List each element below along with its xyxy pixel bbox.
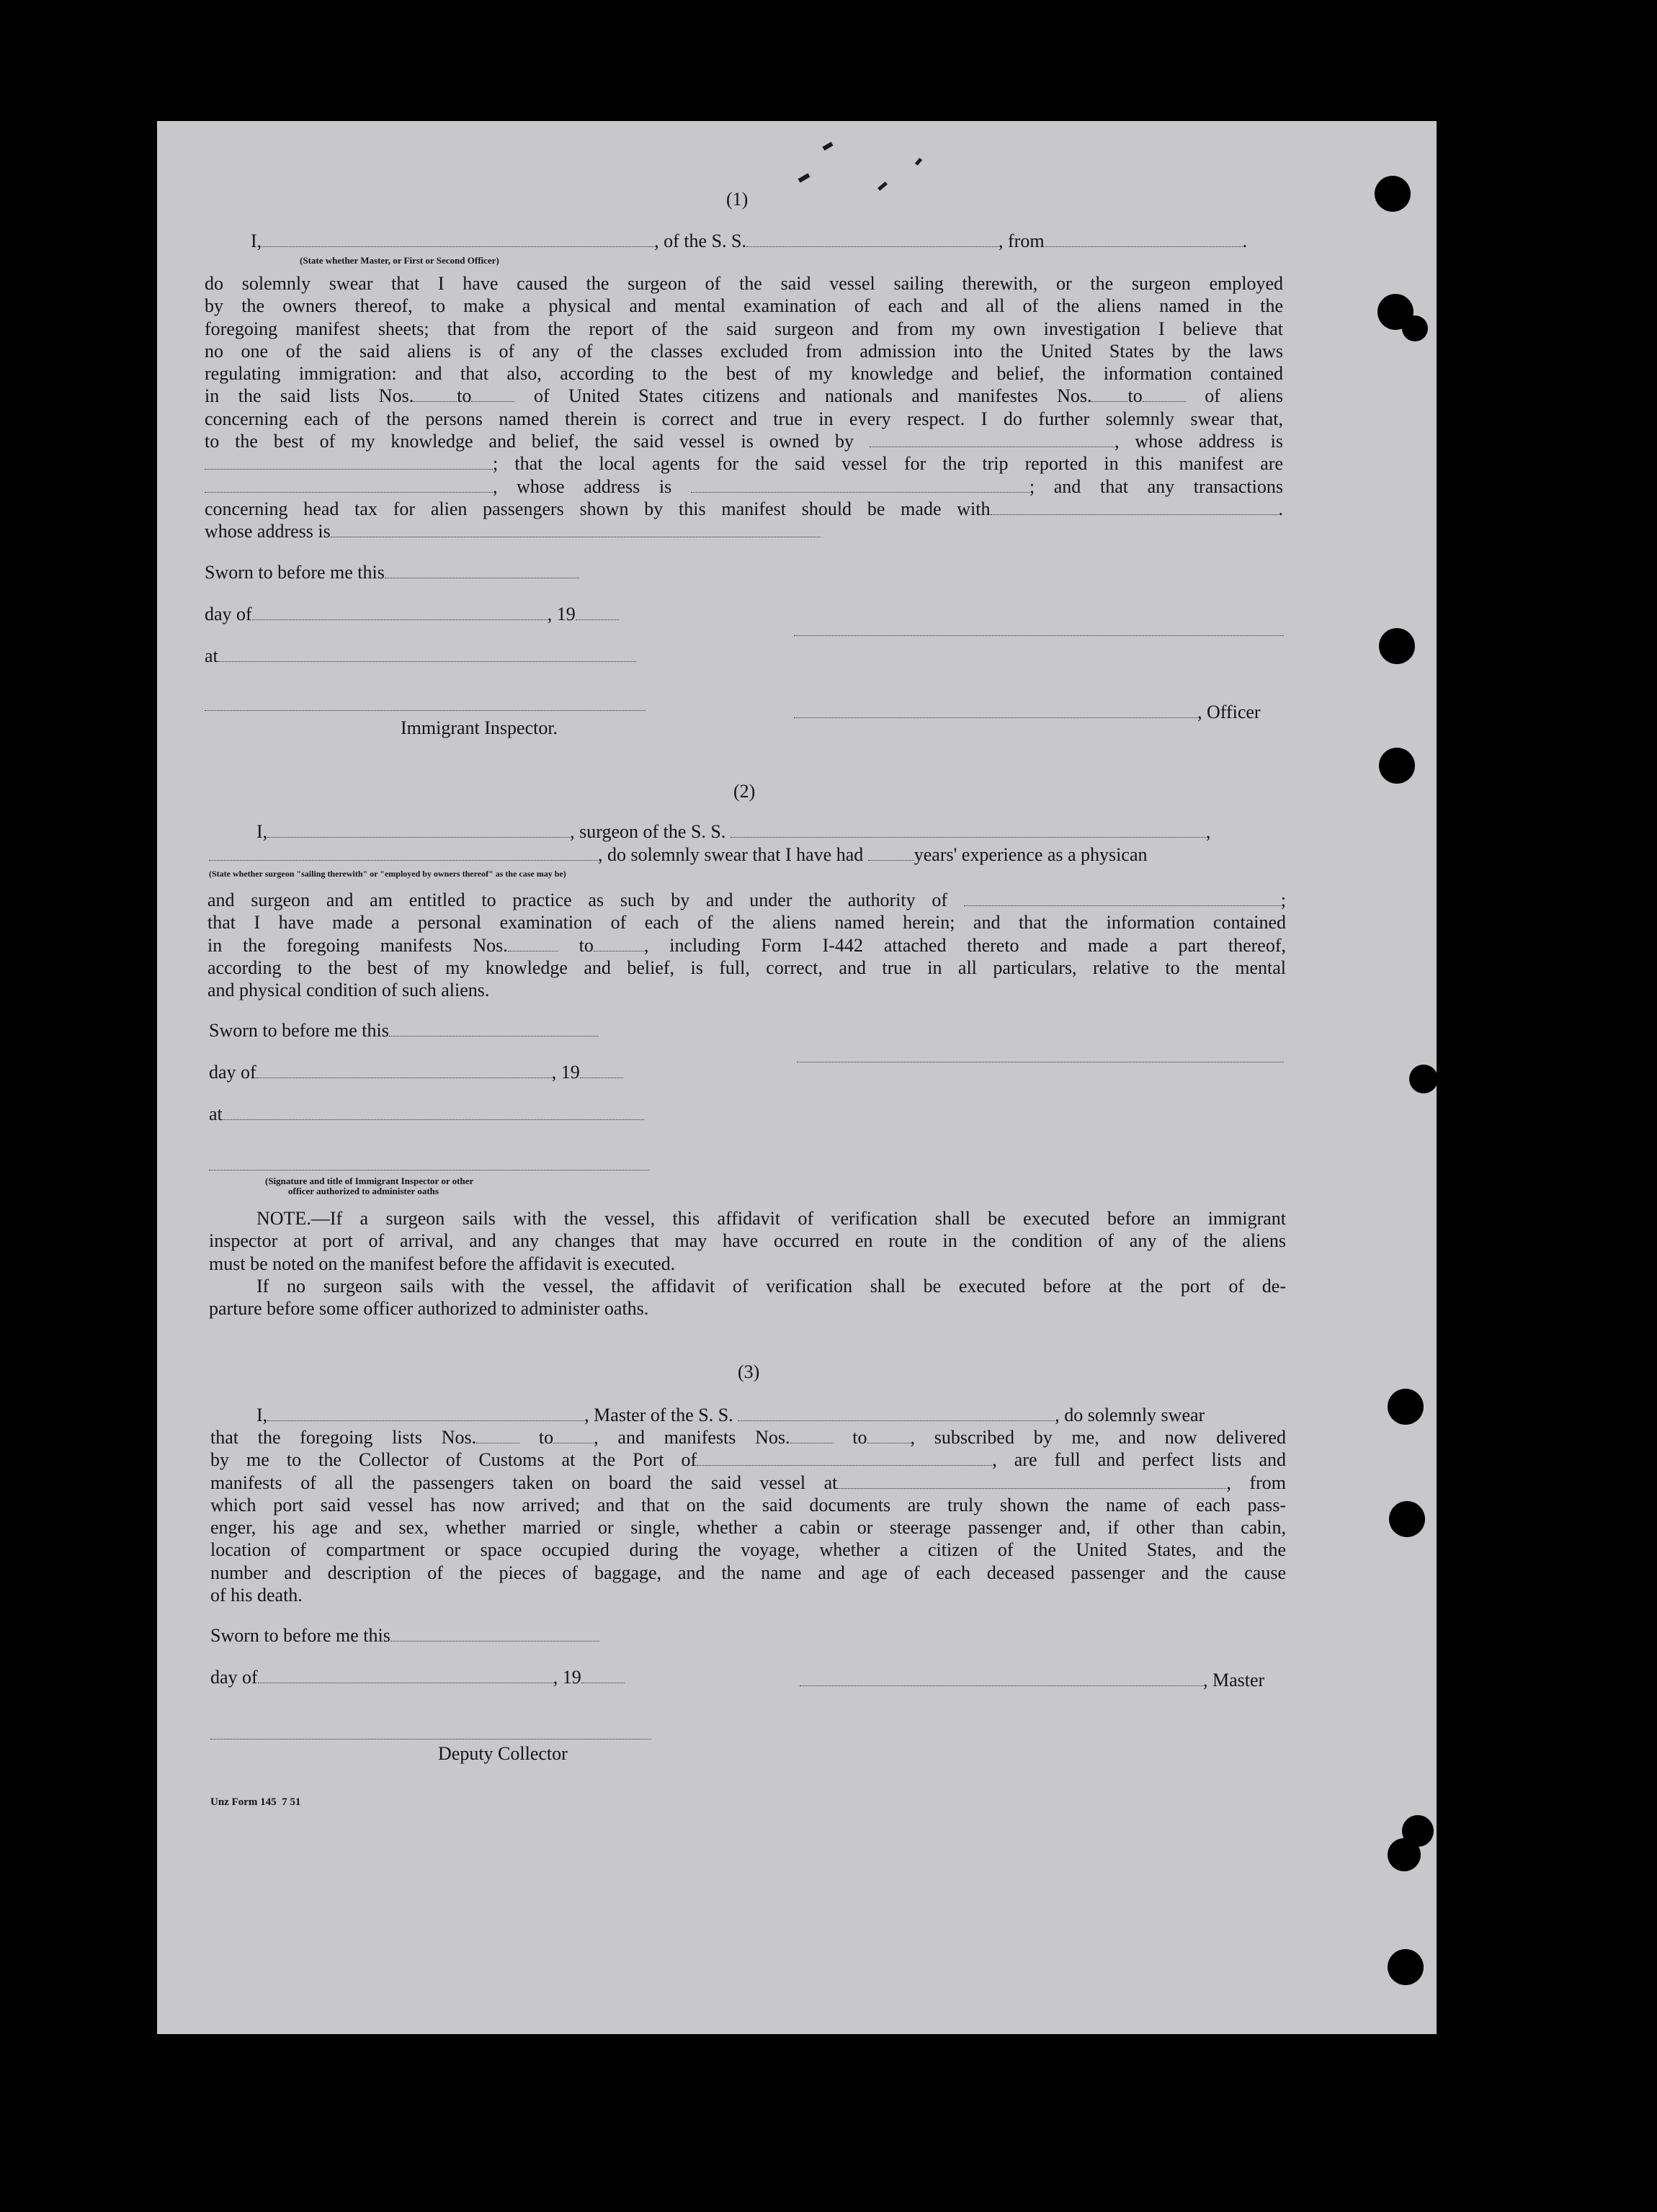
agents-line: ; that the local agents for the said vessel for the trip reported in this manifest are bbox=[205, 452, 1283, 475]
day-line: day of , 19 bbox=[205, 604, 619, 625]
signature-hint: (Signature and title of Immigrant Inspector or other bbox=[265, 1176, 474, 1186]
nos-line: in the foregoing manifests Nos. to , including Form I-442 attached thereto and made a part thereof, bbox=[207, 934, 1287, 956]
blank-line bbox=[476, 1428, 519, 1443]
blank-line bbox=[697, 1451, 992, 1466]
section-number: (3) bbox=[738, 1361, 760, 1382]
field-hint: (State whether surgeon "sailing therewith" or "employed by owners thereof" as the case may be) bbox=[209, 869, 566, 879]
field-hint: (State whether Master, or First or Second Officer) bbox=[300, 255, 499, 266]
punch-hole bbox=[1388, 1838, 1421, 1871]
day-line: day of , 19 bbox=[210, 1667, 625, 1688]
blank-line bbox=[223, 1105, 644, 1120]
master-line: I, , Master of the S. S. , do solemnly swear bbox=[256, 1405, 1205, 1425]
blank-line bbox=[1091, 387, 1127, 402]
note-paragraph: NOTE.—If a surgeon sails with the vessel, this affidavit of verification shall be executed before an immigrant inspector at port of arrival, and any changes that may have occurred en route in the condition of any of the aliens must be noted on the manifest before the affidavit is executed. If no surgeon sails with the vessel, the affidavit of verification shall be executed before at the port of de- parture before some officer authorized to administer oaths. bbox=[209, 1208, 1286, 1320]
punch-hole bbox=[1388, 1949, 1424, 1985]
blank-line bbox=[870, 432, 1115, 447]
sworn-line: Sworn to before me this bbox=[205, 562, 579, 583]
blank-line bbox=[258, 1668, 553, 1683]
owned-line: to the best of my knowledge and belief, the said vessel is owned by , whose address is bbox=[205, 431, 1283, 452]
surgeon-line: I, , surgeon of the S. S. , bbox=[256, 821, 1211, 842]
blank-line bbox=[331, 522, 821, 537]
blank-line bbox=[964, 891, 1281, 906]
blank-line bbox=[1045, 232, 1243, 247]
lists-line: in the said lists Nos. to of United States citizens and nationals and manifestes Nos. to of aliens bbox=[205, 385, 1284, 407]
blank-line bbox=[389, 1021, 598, 1036]
blank-line bbox=[414, 387, 457, 402]
collector-title: Deputy Collector bbox=[438, 1743, 568, 1764]
punch-hole bbox=[1389, 1501, 1425, 1537]
blank-line bbox=[867, 1428, 911, 1443]
blank-line bbox=[1143, 387, 1186, 402]
oath-paragraph: do solemnly swear that I have caused the surgeon of the said vessel sailing therewith, or the surgeon employed by the owners thereof, to make a physical and mental examination of each and all of the aliens named in the foregoing manifest sheets; that from the report of the said surgeon and from my own investigation I believe that no one of the said aliens is of any of the classes excluded from admission into the United States by the laws regulating immigration: and that also, according to the best of my knowledge and belief, the information contained in the said lists Nos. to of United States citizens and nationals and manifestes Nos. to of aliens concerning each of the persons named therein is correct and true in every respect. I do further solemnly swear that, to the best of my knowledge and belief, the said vessel is owned by , whose address is ; that the local agents for the said vessel for the trip reported in this manifest are , whose address is ; and that any transactions concerning head tax for alien passengers shown by this manifest should be made with . whose address is bbox=[205, 273, 1284, 542]
blank-line bbox=[209, 846, 598, 861]
inspector-title: Immigrant Inspector. bbox=[401, 717, 558, 738]
master-signature-line: , Master bbox=[800, 1670, 1264, 1691]
punch-hole bbox=[1402, 315, 1428, 341]
punch-hole bbox=[1375, 176, 1411, 212]
punch-hole bbox=[1379, 748, 1415, 784]
oath-line: I, , of the S. S. , from . bbox=[251, 230, 1248, 251]
blank-line bbox=[991, 500, 1279, 515]
authority-line: and surgeon and am entitled to practice as such by and under the authority of ; bbox=[207, 890, 1287, 910]
blank-line bbox=[218, 647, 636, 662]
blank-line bbox=[471, 387, 514, 402]
at-line: at bbox=[205, 645, 636, 667]
officer-line: , Officer bbox=[794, 702, 1261, 723]
blank-line bbox=[576, 605, 619, 620]
section-number: (2) bbox=[733, 781, 756, 802]
blank-line bbox=[267, 823, 570, 838]
blank-line bbox=[508, 936, 558, 951]
blank-line bbox=[205, 455, 493, 470]
punch-hole bbox=[1388, 1389, 1424, 1425]
punch-hole bbox=[1409, 1065, 1438, 1093]
blank-line bbox=[594, 936, 644, 951]
day-line: day of , 19 bbox=[209, 1062, 623, 1083]
port-line: by me to the Collector of Customs at the Port of , are full and perfect lists and bbox=[210, 1449, 1286, 1471]
blank-line bbox=[738, 1406, 1055, 1421]
whose-line: whose address is bbox=[205, 520, 1283, 542]
signature-line bbox=[794, 635, 1284, 636]
blank-line bbox=[262, 232, 654, 247]
surgeon-paragraph: and surgeon and am entitled to practice as such by and under the authority of ; that I have made a personal examination of each of the aliens named herein; and that the information contained in the foregoing manifests Nos. to , including Form I-442 attached thereto and made a part thereof, according to the best of my knowledge and belief, is full, correct, and true in all particulars, relative to the mental and physical condition of such aliens. bbox=[207, 890, 1287, 1001]
blank-line bbox=[581, 1668, 625, 1683]
blank-line bbox=[390, 1626, 599, 1642]
taken-line: manifests of all the passengers taken on board the said vessel at , from bbox=[210, 1472, 1286, 1493]
blank-line bbox=[252, 605, 548, 620]
blank-line bbox=[553, 1428, 594, 1443]
lists-line: that the foregoing lists Nos. to , and manifests Nos. to , subscribed by me, and now delivered bbox=[210, 1427, 1287, 1448]
master-paragraph: that the foregoing lists Nos. to , and manifests Nos. to , subscribed by me, and now delivered by me to the Collector of Customs at the Port of , are full and perfect lists and manifests of all the passengers taken on board the said vessel at , from which port said vessel has now arrived; and that on the said documents are truly shown the name of each pass- enger, his age and sex, whether married or single, whether a cabin or steerage passenger and, if other than cabin, location of compartment or space occupied during the voyage, whether a citizen of the United States, and the number and description of the pieces of baggage, and the name and age of each deceased passenger and the cause of his death. bbox=[210, 1427, 1287, 1606]
agents-address-line: , whose address is ; and that any transactions bbox=[205, 475, 1283, 498]
blank-line bbox=[746, 232, 999, 247]
blank-line bbox=[790, 1428, 834, 1443]
sworn-line: Sworn to before me this bbox=[209, 1020, 598, 1042]
form-number: Unz Form 145 7 51 bbox=[210, 1796, 301, 1808]
blank-line bbox=[800, 1671, 1203, 1686]
sworn-line: Sworn to before me this bbox=[210, 1625, 599, 1647]
inspector-signature-line bbox=[205, 710, 646, 711]
section-number: (1) bbox=[726, 189, 749, 210]
blank-line bbox=[267, 1406, 584, 1421]
punch-hole bbox=[1379, 628, 1415, 664]
experience-line: , do solemnly swear that I have had years' experience as a physican bbox=[209, 844, 1147, 866]
at-line: at bbox=[209, 1103, 644, 1125]
blank-line bbox=[731, 823, 1206, 838]
blank-line bbox=[256, 1063, 552, 1078]
blank-line bbox=[385, 563, 579, 578]
blank-line bbox=[691, 478, 1030, 493]
blank-line bbox=[868, 846, 914, 861]
blank-line bbox=[580, 1063, 623, 1078]
blank-line bbox=[205, 478, 493, 493]
blank-line bbox=[794, 703, 1197, 718]
blank-line bbox=[837, 1474, 1226, 1489]
signature-hint: officer authorized to administer oaths bbox=[288, 1186, 439, 1196]
headtax-line: concerning head tax for alien passengers shown by this manifest should be made with . bbox=[205, 498, 1283, 519]
